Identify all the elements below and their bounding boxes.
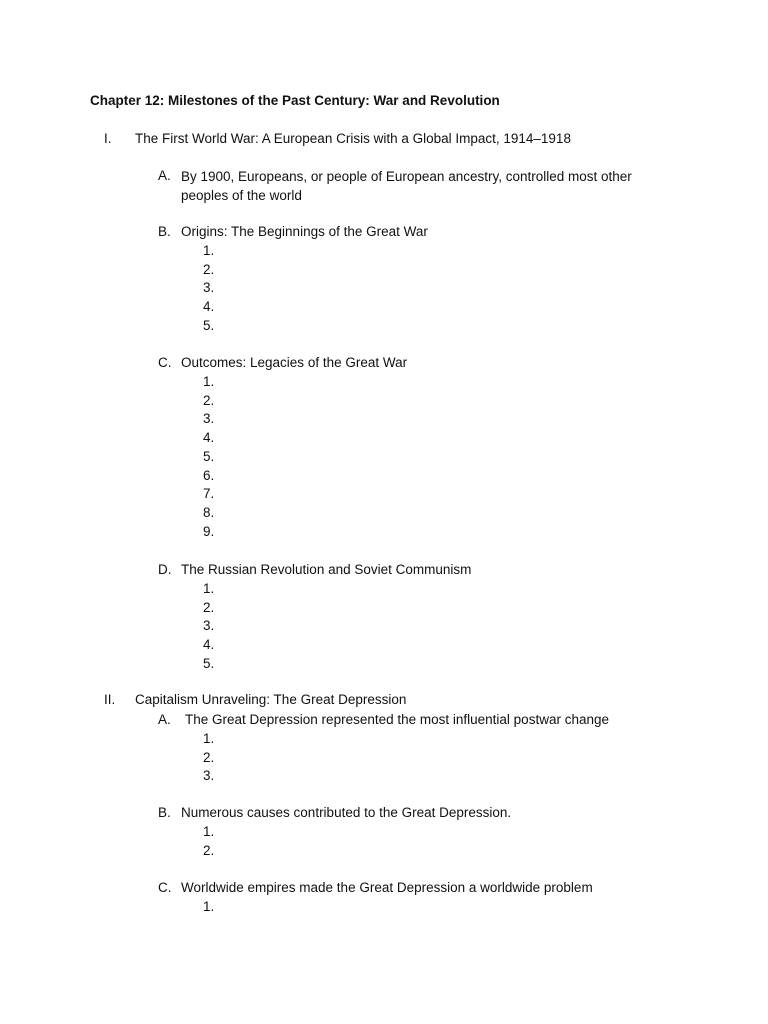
- numbered-blank-item: 1.: [203, 823, 215, 839]
- subsection-text: Numerous causes contributed to the Great Depression.: [181, 805, 512, 820]
- subsection-letter: D.: [158, 562, 172, 577]
- subsection-text: By 1900, Europeans, or people of European ancestry, controlled most other peoples of the world: [181, 169, 632, 203]
- numbered-blank-item: 9.: [203, 523, 215, 539]
- subsection-text: Origins: The Beginnings of the Great War: [181, 224, 428, 239]
- subsection-letter: B.: [158, 224, 171, 239]
- numbered-blank-item: 5.: [203, 317, 215, 333]
- numbered-blank-item: 4.: [203, 637, 215, 652]
- numbered-blank-item: 2.: [203, 599, 215, 615]
- numbered-blank-item: 3.: [203, 280, 215, 296]
- numbered-blank-item: 2.: [203, 261, 215, 277]
- section-heading: The First World War: A European Crisis with a Global Impact, 1914–1918: [135, 131, 571, 146]
- subsection-text: The Russian Revolution and Soviet Communism: [181, 562, 472, 577]
- numbered-blank-item: 5.: [203, 448, 215, 464]
- numbered-blank-item: 1.: [203, 730, 215, 746]
- numbered-blank-item: 2.: [203, 392, 215, 408]
- subsection-text: The Great Depression represented the most influential postwar change: [185, 712, 609, 727]
- numbered-blank-item: 1.: [203, 373, 215, 389]
- section-numeral: II.: [104, 692, 116, 707]
- subsection-letter: A.: [158, 168, 171, 183]
- numbered-blank-item: 4.: [203, 299, 215, 314]
- numbered-blank-item: 6.: [203, 467, 215, 483]
- subsection-letter: C.: [158, 880, 172, 895]
- section-numeral: I.: [104, 131, 112, 146]
- numbered-blank-item: 3.: [203, 411, 215, 427]
- numbered-blank-item: 2.: [203, 749, 215, 765]
- numbered-blank-item: 1.: [203, 242, 215, 258]
- numbered-blank-item: 3.: [203, 768, 215, 784]
- numbered-blank-item: 4.: [203, 430, 215, 445]
- subsection-text: Outcomes: Legacies of the Great War: [181, 355, 408, 370]
- subsection-letter: A.: [158, 712, 171, 727]
- chapter-title: Chapter 12: Milestones of the Past Century: War and Revolution: [90, 93, 500, 108]
- numbered-blank-item: 3.: [203, 618, 215, 634]
- numbered-blank-item: 1.: [203, 898, 215, 914]
- numbered-blank-item: 7.: [203, 486, 215, 502]
- numbered-blank-item: 2.: [203, 842, 215, 858]
- numbered-blank-item: 1.: [203, 580, 215, 596]
- section-heading: Capitalism Unraveling: The Great Depression: [135, 692, 407, 707]
- numbered-blank-item: 8.: [203, 505, 215, 520]
- subsection-text: Worldwide empires made the Great Depression a worldwide problem: [181, 880, 593, 895]
- subsection-letter: B.: [158, 805, 171, 820]
- subsection-letter: C.: [158, 355, 172, 370]
- numbered-blank-item: 5.: [203, 655, 215, 671]
